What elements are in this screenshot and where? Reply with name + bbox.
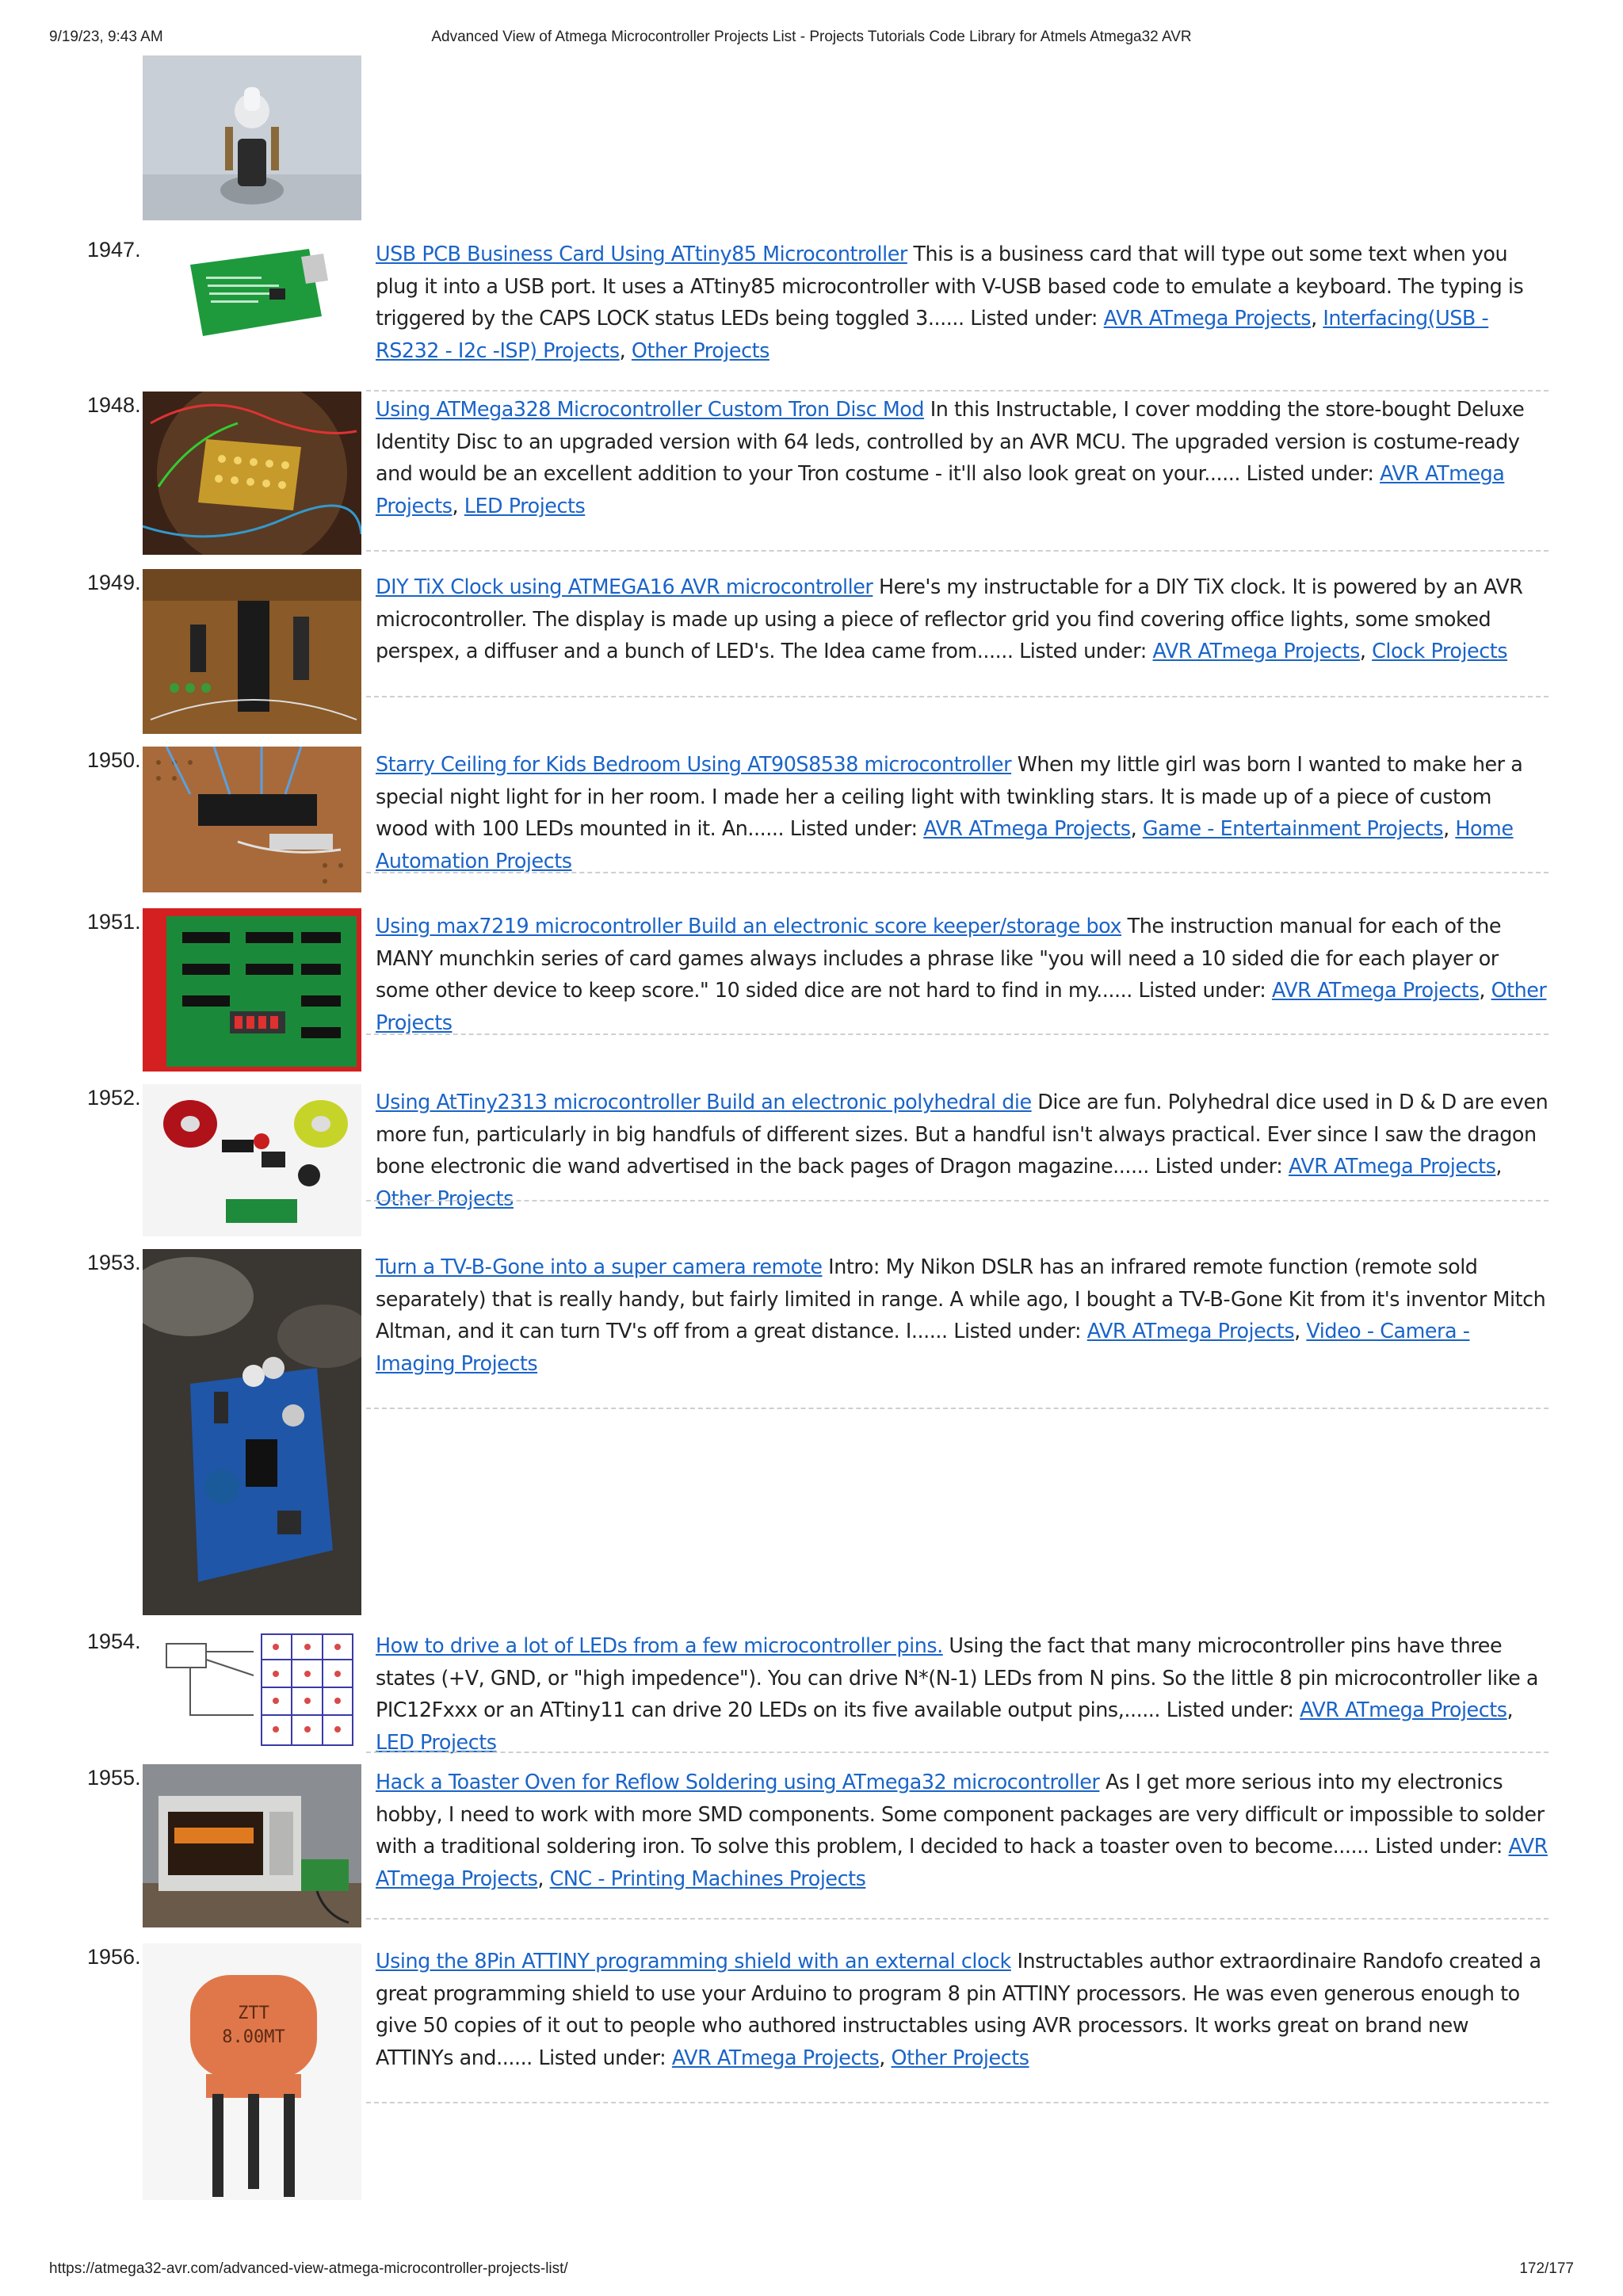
separator [366, 1200, 1549, 1201]
print-datetime: 9/19/23, 9:43 AM [49, 29, 163, 45]
item-description: DIY TiX Clock using ATMEGA16 AVR microcontroller Here's my instructable for a DIY TiX clock. It is powered by an AVR microcontroller. The display is made up using a piece of reflector grid you find covering office lights, some smoked perspex, a diffuser and a bunch of LED's. The Idea came from...... Listed under: AVR ATmega Projects, Clock Projects [376, 575, 1523, 663]
listed-under-label: Listed under: [789, 816, 918, 840]
category-link[interactable]: AVR ATmega Projects [1300, 1698, 1507, 1721]
item-title-link[interactable]: How to drive a lot of LEDs from a few microcontroller pins. [376, 1633, 943, 1657]
listed-under-label: Listed under: [1246, 461, 1374, 485]
crystal-label-line1: ZTT [238, 2004, 269, 2023]
thumbnail-item-1948 [143, 392, 361, 555]
thumbnail-item-1947 [143, 241, 361, 355]
item-title-link[interactable]: Using the 8Pin ATTINY programming shield with an external clock [376, 1949, 1011, 1973]
listed-under-label: Listed under: [1375, 1834, 1503, 1858]
category-link[interactable]: Game - Entertainment Projects [1142, 816, 1444, 840]
print-page-title: Advanced View of Atmega Microcontroller Projects List - Projects Tutorials Code Library for Atmels Atmega32 AVR [431, 29, 1192, 45]
thumbnail-prev-item [143, 55, 361, 220]
category-link[interactable]: AVR ATmega Projects [376, 1834, 1548, 1890]
item-description: Using ATMega328 Microcontroller Custom Tron Disc Mod In this Instructable, I cover modding the store-bought Deluxe Identity Disc to an upgraded version with 64 leds, controlled by an AVR MCU. The upgraded version is costume-ready and would be an excellent addition to your Tron costume - it'll also look great on your...... Listed under: AVR ATmega Projects, LED Projects [376, 397, 1525, 518]
item-description: Turn a TV-B-Gone into a super camera remote Intro: My Nikon DSLR has an infrared remote function (remote sold separately) that is really handy, but fairly limited in range. A while ago, I bought a TV-B-Gone Kit from it's inventor Mitch Altman, and it can turn TV's off from a great distance. I...... Listed under: AVR ATmega Projects, Video - Camera - Imaging Projects [376, 1255, 1546, 1375]
separator [366, 1033, 1549, 1035]
category-link[interactable]: CNC - Printing Machines Projects [549, 1866, 866, 1890]
thumbnail-item-1953 [143, 1249, 361, 1615]
category-link[interactable]: AVR ATmega Projects [1288, 1154, 1496, 1178]
item-title-link[interactable]: Using max7219 microcontroller Build an electronic score keeper/storage box [376, 914, 1122, 938]
thumbnail-item-1954 [143, 1628, 361, 1752]
listed-under-label: Listed under: [1155, 1154, 1283, 1178]
thumbnail-item-1956 [143, 1943, 361, 2200]
category-link[interactable]: AVR ATmega Projects [376, 461, 1505, 518]
thumbnail-item-1951 [143, 908, 361, 1072]
separator [366, 2102, 1549, 2103]
category-link[interactable]: Other Projects [376, 978, 1547, 1034]
print-footer [49, 2260, 1574, 2281]
item-text: Instructables author extraordinaire Randofo created a great programming shield to use your Arduino to program 8 pin ATTINY processors. He was even generous enough to give 50 copies of it out to people who authored instructables using AVR processors. It works great on brand new ATTINYs and...... [376, 1949, 1541, 2069]
item-text: When my little girl was born I wanted to make her a special night light for in her room. I made her a ceiling light with twinkling stars. It is made up of a piece of custom wood with 100 LEDs mounted in it. An...... [376, 752, 1523, 840]
item-number: 1951. [87, 910, 141, 934]
item-title-link[interactable]: DIY TiX Clock using ATMEGA16 AVR microcontroller [376, 575, 873, 598]
item-text: The instruction manual for each of the MANY munchkin series of card games always includes a phrase like "you will need a 10 sided die for each player or some other device to keep score." 10 sided dice are not hard to find in my...... [376, 914, 1502, 1002]
listed-under-label: Listed under: [538, 2045, 666, 2069]
category-link[interactable]: Other Projects [891, 2045, 1029, 2069]
item-description: Using AtTiny2313 microcontroller Build an electronic polyhedral die Dice are fun. Polyhedral dice used in D & D are even more fun, particularly in big handfuls of different sizes. But a handful isn't always practical. Ever since I saw the dragon bone electronic die wand advertised in the back pages of Dragon magazine...... Listed under: AVR ATmega Projects, Other Projects [376, 1090, 1549, 1210]
category-link[interactable]: AVR ATmega Projects [1152, 639, 1360, 663]
item-description: Hack a Toaster Oven for Reflow Soldering using ATmega32 microcontroller As I get more serious into my electronics hobby, I need to work with more SMD components. Some component packages are very difficult or impossible to solder with a traditional soldering iron. To solve this problem, I decided to hack a toaster oven to become...... Listed under: AVR ATmega Projects, CNC - Printing Machines Projects [376, 1770, 1548, 1890]
item-title-link[interactable]: Hack a Toaster Oven for Reflow Soldering using ATmega32 microcontroller [376, 1770, 1100, 1794]
category-link[interactable]: Clock Projects [1372, 639, 1508, 663]
thumbnail-item-1950 [143, 747, 361, 892]
item-number: 1955. [87, 1766, 141, 1790]
separator [366, 390, 1549, 392]
print-header [49, 29, 1574, 49]
listed-under-label: Listed under: [1138, 978, 1266, 1002]
item-number: 1954. [87, 1629, 141, 1653]
item-text: Here's my instructable for a DIY TiX clock. It is powered by an AVR microcontroller. The display is made up using a piece of reflector grid you find covering office lights, some smoked perspex, a diffuser and a bunch of LED's. The Idea came from...... [376, 575, 1523, 663]
item-number: 1952. [87, 1086, 141, 1110]
category-link[interactable]: AVR ATmega Projects [1086, 1319, 1295, 1343]
item-number: 1956. [87, 1945, 141, 1969]
category-link[interactable]: AVR ATmega Projects [1271, 978, 1480, 1002]
category-link[interactable]: Other Projects [376, 1186, 514, 1210]
category-link[interactable]: Interfacing(USB - RS232 - I2c -ISP) Projects [376, 306, 1489, 362]
item-number: 1950. [87, 748, 141, 772]
item-title-link[interactable]: Starry Ceiling for Kids Bedroom Using AT90S8538 microcontroller [376, 752, 1012, 776]
page-number: 172/177 [1519, 2260, 1574, 2277]
item-text: As I get more serious into my electronics hobby, I need to work with more SMD components. Some component packages are very difficult or impossible to solder with a traditional soldering iron. To solve this problem, I decided to hack a toaster oven to become...... [376, 1770, 1545, 1858]
item-title-link[interactable]: Using AtTiny2313 microcontroller Build an electronic polyhedral die [376, 1090, 1032, 1114]
thumbnail-item-1955 [143, 1764, 361, 1927]
category-link[interactable]: Other Projects [631, 338, 769, 362]
item-text: Intro: My Nikon DSLR has an infrared remote function (remote sold separately) that is really handy, but fairly limited in range. A while ago, I bought a TV-B-Gone Kit from it's inventor Mitch Altman, and it can turn TV's off from a great distance. I...... [376, 1255, 1546, 1343]
item-number: 1953. [87, 1251, 141, 1274]
separator [366, 550, 1549, 552]
category-link[interactable]: AVR ATmega Projects [1103, 306, 1312, 330]
category-link[interactable]: AVR ATmega Projects [671, 2045, 880, 2069]
category-link[interactable]: Video - Camera - Imaging Projects [376, 1319, 1470, 1375]
item-number: 1948. [87, 393, 141, 417]
item-title-link[interactable]: Using ATMega328 Microcontroller Custom Tron Disc Mod [376, 397, 925, 421]
thumbnail-item-1949 [143, 569, 361, 734]
separator [366, 1918, 1549, 1920]
category-link[interactable]: Home Automation Projects [376, 816, 1514, 873]
listed-under-label: Listed under: [1019, 639, 1147, 663]
category-link[interactable]: LED Projects [464, 493, 586, 518]
item-title-link[interactable]: USB PCB Business Card Using ATtiny85 Microcontroller [376, 242, 907, 266]
item-description: Using max7219 microcontroller Build an electronic score keeper/storage box The instruction manual for each of the MANY munchkin series of card games always includes a phrase like "you will need a 10 sided die for each player or some other device to keep score." 10 sided dice are not hard to find in my...... Listed under: AVR ATmega Projects, Other Projects [376, 914, 1547, 1034]
item-text: Using the fact that many microcontroller pins have three states (+V, GND, or "high impedence"). You can drive N*(N-1) LEDs from N pins. So the little 8 pin microcontroller like a PIC12Fxxx or an ATtiny11 can drive 20 LEDs on its five available output pins,...... [376, 1633, 1538, 1721]
item-description: USB PCB Business Card Using ATtiny85 Microcontroller This is a business card that will type out some text when you plug it into a USB port. It uses a ATtiny85 microcontroller with V-USB based code to emulate a keyboard. The typing is triggered by the CAPS LOCK status LEDs being toggled 3...... Listed under: AVR ATmega Projects, Interfacing(USB - RS232 - I2c -ISP) Projects, Other Projects [376, 242, 1524, 362]
thumbnail-item-1952 [143, 1084, 361, 1236]
item-number: 1947. [87, 238, 141, 262]
item-text: This is a business card that will type out some text when you plug it into a USB port. It uses a ATtiny85 microcontroller with V-USB based code to emulate a keyboard. The typing is triggered by the CAPS LOCK status LEDs being toggled 3...... [376, 242, 1524, 330]
separator [366, 696, 1549, 697]
item-number: 1949. [87, 571, 141, 594]
listed-under-label: Listed under: [1166, 1698, 1294, 1721]
separator [366, 872, 1549, 873]
separator [366, 1408, 1549, 1409]
item-description: Using the 8Pin ATTINY programming shield with an external clock Instructables author extraordinaire Randofo created a great programming shield to use your Arduino to program 8 pin ATTINY processors. He was even generous enough to give 50 copies of it out to people who authored instructables using AVR processors. It works great on brand new ATTINYs and...... Listed under: AVR ATmega Projects, Other Projects [376, 1949, 1541, 2069]
item-text: Dice are fun. Polyhedral dice used in D & D are even more fun, particularly in big handfuls of different sizes. But a handful isn't always practical. Ever since I saw the dragon bone electronic die wand advertised in the back pages of Dragon magazine...... [376, 1090, 1549, 1178]
item-description: How to drive a lot of LEDs from a few microcontroller pins. Using the fact that many microcontroller pins have three states (+V, GND, or "high impedence"). You can drive N*(N-1) LEDs from N pins. So the little 8 pin microcontroller like a PIC12Fxxx or an ATtiny11 can drive 20 LEDs on its five available output pins,...... Listed under: AVR ATmega Projects, LED Projects [376, 1633, 1538, 1754]
separator [366, 1752, 1549, 1753]
item-title-link[interactable]: Turn a TV-B-Gone into a super camera remote [376, 1255, 823, 1278]
category-link[interactable]: LED Projects [376, 1729, 497, 1754]
listed-under-label: Listed under: [953, 1319, 1082, 1343]
crystal-label-line2: 8.00MT [222, 2027, 285, 2047]
item-description: Starry Ceiling for Kids Bedroom Using AT90S8538 microcontroller When my little girl was born I wanted to make her a special night light for in her room. I made her a ceiling light with twinkling stars. It is made up of a piece of custom wood with 100 LEDs mounted in it. An...... Listed under: AVR ATmega Projects, Game - Entertainment Projects, Home Automation Projects [376, 752, 1523, 873]
category-link[interactable]: AVR ATmega Projects [923, 816, 1131, 840]
item-text: In this Instructable, I cover modding the store-bought Deluxe Identity Disc to an upgraded version with 64 leds, controlled by an AVR MCU. The upgraded version is costume-ready and would be an excellent addition to your Tron costume - it'll also look great on your...... [376, 397, 1525, 485]
listed-under-label: Listed under: [970, 306, 1098, 330]
print-url: https://atmega32-avr.com/advanced-view-atmega-microcontroller-projects-list/ [49, 2260, 568, 2277]
